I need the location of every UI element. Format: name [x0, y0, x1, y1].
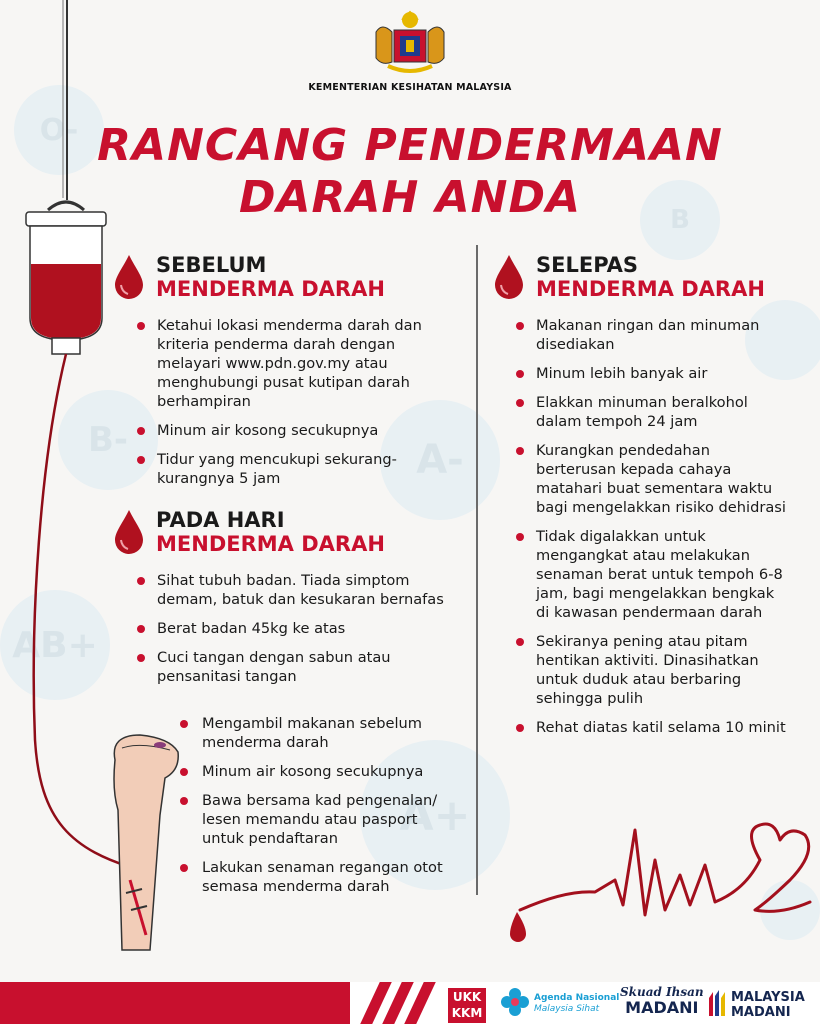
bubble-b: B [640, 180, 720, 260]
list-item: Berat badan 45kg ke atas [137, 619, 457, 638]
flower-icon [498, 985, 532, 1019]
list-item: Mengambil makanan sebelum menderma darah [180, 714, 460, 752]
bubble-o-neg: O- [14, 85, 104, 175]
list-item: Elakkan minuman beralkohol dalam tempoh 24 jam [516, 393, 792, 431]
logo-text: MADANI [731, 1005, 791, 1020]
malaysia-madani-logo [731, 990, 805, 1020]
blood-drop-icon [112, 508, 146, 556]
list-item: Rehat diatas katil selama 10 minit [516, 718, 792, 737]
list-item: Minum air kosong secukupnya [180, 762, 460, 781]
page-title: RANCANG PENDERMAAN [97, 120, 723, 171]
logo-text: UKK [452, 990, 482, 1004]
heartbeat-heart-illustration [505, 820, 815, 960]
bubble-b-neg: B- [58, 390, 158, 490]
ukk-kkm-logo [448, 988, 486, 1023]
logo-text: Malaysia Sihat [534, 1004, 600, 1014]
section-heading-accent: MENDERMA DARAH [536, 277, 765, 301]
bubble-a-pos: A+ [360, 740, 510, 890]
section-heading: SELEPAS [536, 253, 639, 277]
logo-text: MALAYSIA [731, 990, 805, 1005]
skuad-ihsan-madani-logo [620, 985, 704, 1017]
list-item: Lakukan senaman regangan otot semasa menderma darah [180, 858, 460, 896]
logo-text: Skuad Ihsan [620, 985, 704, 999]
list-selepas [516, 316, 792, 747]
logo-text: Agenda Nasional [534, 993, 620, 1003]
list-item: Makanan ringan dan minuman disediakan [516, 316, 792, 354]
list-item: Bawa bersama kad pengenalan/ lesen memandu atau pasport untuk pendaftaran [180, 791, 460, 848]
section-heading: PADA HARI [156, 508, 285, 532]
list-pada-hari-sub [180, 714, 460, 906]
section-header-pada-hari [112, 508, 385, 556]
footer-red-band [0, 982, 350, 1024]
logo-text: MADANI [625, 998, 699, 1017]
section-header-selepas [492, 253, 765, 301]
agenda-nasional-logo [534, 993, 619, 1015]
list-pada-hari [137, 571, 457, 696]
list-item: Sekiranya pening atau pitam hentikan aktiviti. Dinasihatkan untuk duduk atau berbaring sehingga pulih [516, 632, 792, 708]
bubble-ab-pos: AB+ [0, 590, 110, 700]
list-item: Ketahui lokasi menderma darah dan kriteria penderma darah dengan melayari www.pdn.gov.my atau menghubungi pusat kutipan darah berhampiran [137, 316, 447, 411]
logo-text: KKM [451, 1006, 483, 1020]
list-item: Kurangkan pendedahan berterusan kepada cahaya matahari buat sementara waktu bagi mengelakkan risiko dehidrasi [516, 441, 792, 517]
malaysia-crest-icon [370, 10, 450, 76]
section-heading: SEBELUM [156, 253, 267, 277]
page-subtitle: DARAH ANDA [238, 172, 582, 223]
list-item: Minum lebih banyak air [516, 364, 792, 383]
section-header-sebelum [112, 253, 385, 301]
list-item: Tidur yang mencukupi sekurang-kurangnya 5 jam [137, 450, 447, 488]
section-heading-accent: MENDERMA DARAH [156, 532, 385, 556]
list-item: Sihat tubuh badan. Tiada simptom demam, batuk dan kesukaran bernafas [137, 571, 457, 609]
column-divider [476, 245, 478, 895]
list-item: Minum air kosong secukupnya [137, 421, 447, 440]
list-item: Cuci tangan dengan sabun atau pensanitasi tangan [137, 648, 457, 686]
ministry-name: KEMENTERIAN KESIHATAN MALAYSIA [308, 82, 512, 93]
blood-drop-icon [112, 253, 146, 301]
madani-emblem-icon [707, 988, 729, 1018]
bubble-a-neg: A- [380, 400, 500, 520]
list-item: Tidak digalakkan untuk mengangkat atau melakukan senaman berat untuk tempoh 6-8 jam, bagi mengelakkan bengkak di kawasan pendermaan darah [516, 527, 792, 622]
list-sebelum [137, 316, 447, 498]
section-heading-accent: MENDERMA DARAH [156, 277, 385, 301]
blood-drop-icon [492, 253, 526, 301]
